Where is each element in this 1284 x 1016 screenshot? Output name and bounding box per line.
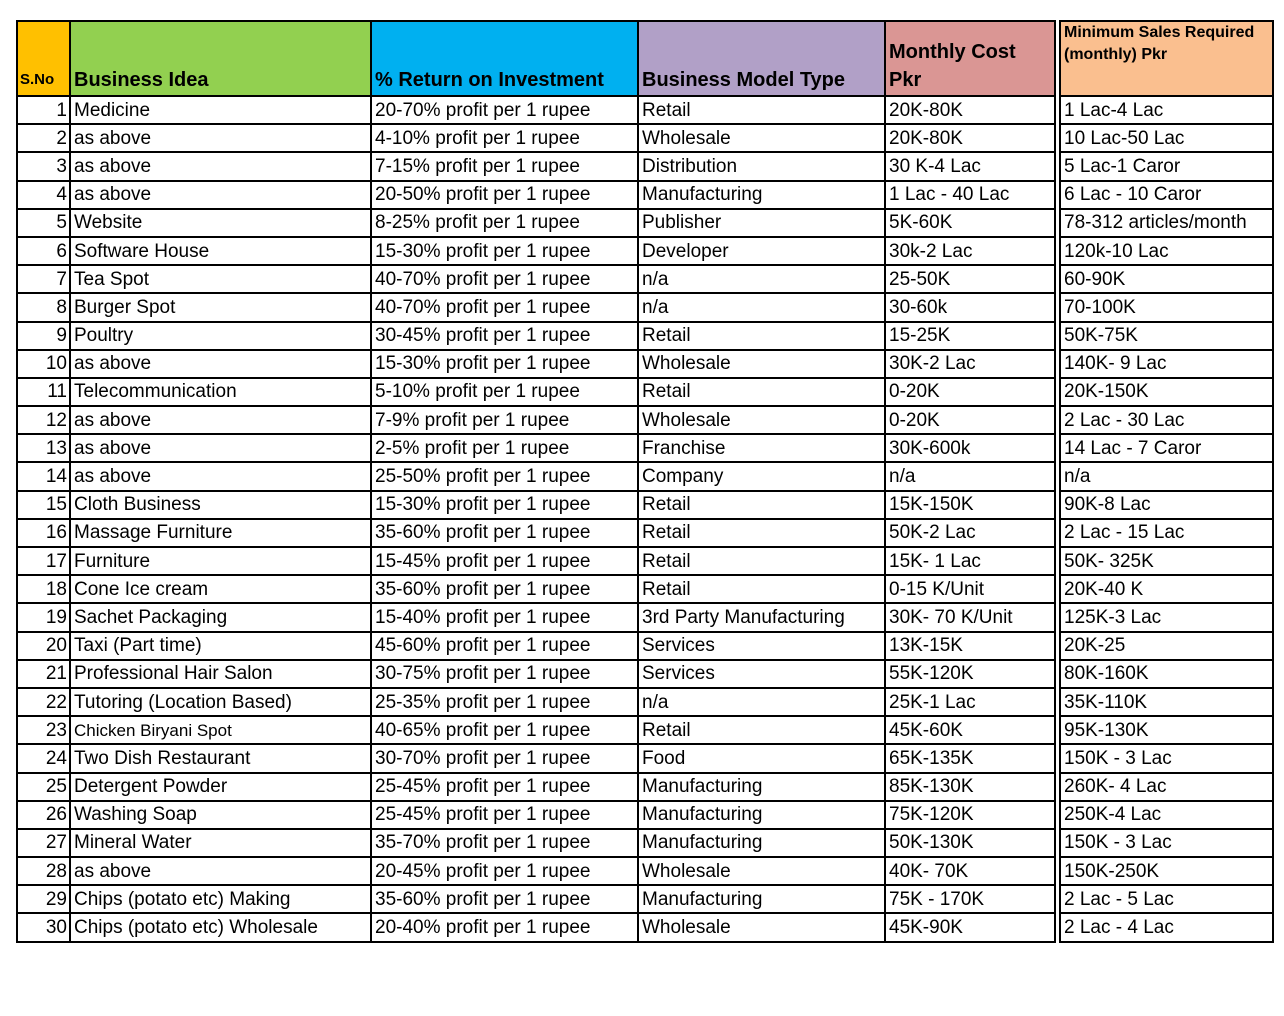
cell-sno[interactable]: 1 bbox=[17, 96, 70, 124]
header-business-model-type[interactable]: Business Model Type bbox=[638, 21, 885, 96]
table-row bbox=[17, 716, 1273, 744]
table-row bbox=[17, 885, 1273, 913]
cell-minimum-sales[interactable]: 10 Lac-50 Lac bbox=[1060, 124, 1273, 152]
cell-return-on-investment[interactable]: 30-75% profit per 1 rupee bbox=[371, 660, 638, 688]
table-row bbox=[17, 96, 1273, 124]
cell-sno[interactable]: 30 bbox=[17, 913, 70, 941]
cell-return-on-investment[interactable]: 40-65% profit per 1 rupee bbox=[371, 716, 638, 744]
cell-business-idea[interactable]: Tutoring (Location Based) bbox=[70, 688, 371, 716]
table-row bbox=[17, 913, 1273, 941]
cell-monthly-cost[interactable]: 20K-80K bbox=[885, 124, 1055, 152]
cell-minimum-sales[interactable]: 70-100K bbox=[1060, 293, 1273, 321]
cell-business-idea[interactable]: as above bbox=[70, 857, 371, 885]
cell-business-model-type[interactable]: n/a bbox=[638, 265, 885, 293]
cell-monthly-cost[interactable]: 15K- 1 Lac bbox=[885, 547, 1055, 575]
table-row bbox=[17, 378, 1273, 406]
cell-minimum-sales[interactable]: 1 Lac-4 Lac bbox=[1060, 96, 1273, 124]
cell-sno[interactable]: 9 bbox=[17, 322, 70, 350]
cell-business-idea[interactable]: as above bbox=[70, 152, 371, 180]
cell-business-idea[interactable]: as above bbox=[70, 462, 371, 490]
table-body bbox=[17, 96, 1273, 942]
cell-monthly-cost[interactable]: 30K-600k bbox=[885, 434, 1055, 462]
cell-minimum-sales[interactable]: 14 Lac - 7 Caror bbox=[1060, 434, 1273, 462]
cell-sno[interactable]: 11 bbox=[17, 378, 70, 406]
table-row bbox=[17, 237, 1273, 265]
cell-monthly-cost[interactable]: 30K- 70 K/Unit bbox=[885, 603, 1055, 631]
table-row bbox=[17, 688, 1273, 716]
cell-sno[interactable]: 29 bbox=[17, 885, 70, 913]
cell-business-model-type[interactable]: Retail bbox=[638, 378, 885, 406]
cell-business-model-type[interactable]: Manufacturing bbox=[638, 801, 885, 829]
cell-sno[interactable]: 25 bbox=[17, 773, 70, 801]
table-row bbox=[17, 773, 1273, 801]
cell-sno[interactable]: 21 bbox=[17, 660, 70, 688]
cell-minimum-sales[interactable]: 2 Lac - 5 Lac bbox=[1060, 885, 1273, 913]
cell-minimum-sales[interactable]: 95K-130K bbox=[1060, 716, 1273, 744]
cell-minimum-sales[interactable]: 120k-10 Lac bbox=[1060, 237, 1273, 265]
cell-minimum-sales[interactable]: 90K-8 Lac bbox=[1060, 491, 1273, 519]
cell-monthly-cost[interactable]: 25-50K bbox=[885, 265, 1055, 293]
cell-sno[interactable]: 10 bbox=[17, 350, 70, 378]
cell-return-on-investment[interactable]: 20-50% profit per 1 rupee bbox=[371, 181, 638, 209]
cell-monthly-cost[interactable]: 0-20K bbox=[885, 378, 1055, 406]
cell-sno[interactable]: 4 bbox=[17, 181, 70, 209]
cell-business-model-type[interactable]: Manufacturing bbox=[638, 181, 885, 209]
cell-return-on-investment[interactable]: 35-70% profit per 1 rupee bbox=[371, 829, 638, 857]
cell-minimum-sales[interactable]: 78-312 articles/month bbox=[1060, 209, 1273, 237]
cell-return-on-investment[interactable]: 4-10% profit per 1 rupee bbox=[371, 124, 638, 152]
cell-return-on-investment[interactable]: 35-60% profit per 1 rupee bbox=[371, 885, 638, 913]
cell-return-on-investment[interactable]: 15-30% profit per 1 rupee bbox=[371, 237, 638, 265]
cell-monthly-cost[interactable]: 75K-120K bbox=[885, 801, 1055, 829]
cell-business-model-type[interactable]: n/a bbox=[638, 293, 885, 321]
table-row bbox=[17, 152, 1273, 180]
cell-monthly-cost[interactable]: 15K-150K bbox=[885, 491, 1055, 519]
cell-business-model-type[interactable]: 3rd Party Manufacturing bbox=[638, 603, 885, 631]
cell-sno[interactable]: 19 bbox=[17, 603, 70, 631]
cell-monthly-cost[interactable]: 5K-60K bbox=[885, 209, 1055, 237]
cell-business-idea[interactable]: as above bbox=[70, 406, 371, 434]
cell-minimum-sales[interactable]: 20K-150K bbox=[1060, 378, 1273, 406]
business-ideas-table bbox=[16, 20, 1274, 943]
cell-business-model-type[interactable]: Distribution bbox=[638, 152, 885, 180]
cell-sno[interactable]: 20 bbox=[17, 632, 70, 660]
cell-return-on-investment[interactable]: 20-40% profit per 1 rupee bbox=[371, 913, 638, 941]
cell-monthly-cost[interactable]: 45K-60K bbox=[885, 716, 1055, 744]
cell-minimum-sales[interactable]: 50K- 325K bbox=[1060, 547, 1273, 575]
cell-sno[interactable]: 2 bbox=[17, 124, 70, 152]
cell-return-on-investment[interactable]: 8-25% profit per 1 rupee bbox=[371, 209, 638, 237]
cell-business-model-type[interactable]: Retail bbox=[638, 491, 885, 519]
cell-business-idea[interactable]: Burger Spot bbox=[70, 293, 371, 321]
cell-business-model-type[interactable]: n/a bbox=[638, 688, 885, 716]
cell-minimum-sales[interactable]: 140K- 9 Lac bbox=[1060, 350, 1273, 378]
cell-sno[interactable]: 5 bbox=[17, 209, 70, 237]
cell-return-on-investment[interactable]: 25-45% profit per 1 rupee bbox=[371, 801, 638, 829]
table-row bbox=[17, 519, 1273, 547]
table-row bbox=[17, 462, 1273, 490]
cell-business-model-type[interactable]: Manufacturing bbox=[638, 829, 885, 857]
cell-business-model-type[interactable]: Wholesale bbox=[638, 350, 885, 378]
cell-business-idea[interactable]: Professional Hair Salon bbox=[70, 660, 371, 688]
cell-business-idea[interactable]: Sachet Packaging bbox=[70, 603, 371, 631]
cell-return-on-investment[interactable]: 15-30% profit per 1 rupee bbox=[371, 350, 638, 378]
cell-sno[interactable]: 15 bbox=[17, 491, 70, 519]
cell-business-model-type[interactable]: Retail bbox=[638, 575, 885, 603]
cell-return-on-investment[interactable]: 15-45% profit per 1 rupee bbox=[371, 547, 638, 575]
cell-monthly-cost[interactable]: 0-15 K/Unit bbox=[885, 575, 1055, 603]
cell-business-model-type[interactable]: Retail bbox=[638, 547, 885, 575]
table-row bbox=[17, 603, 1273, 631]
header-business-idea[interactable]: Business Idea bbox=[70, 21, 371, 96]
header-sno[interactable]: S.No bbox=[17, 21, 70, 96]
cell-sno[interactable]: 24 bbox=[17, 744, 70, 772]
cell-minimum-sales[interactable]: 150K-250K bbox=[1060, 857, 1273, 885]
cell-monthly-cost[interactable]: 13K-15K bbox=[885, 632, 1055, 660]
cell-sno[interactable]: 8 bbox=[17, 293, 70, 321]
cell-business-idea[interactable]: as above bbox=[70, 350, 371, 378]
cell-monthly-cost[interactable]: 50K-2 Lac bbox=[885, 519, 1055, 547]
cell-business-idea[interactable]: Chicken Biryani Spot bbox=[70, 716, 371, 744]
table-row bbox=[17, 491, 1273, 519]
table-row bbox=[17, 801, 1273, 829]
table-row bbox=[17, 744, 1273, 772]
cell-business-model-type[interactable]: Retail bbox=[638, 96, 885, 124]
cell-monthly-cost[interactable]: 50K-130K bbox=[885, 829, 1055, 857]
table-row bbox=[17, 124, 1273, 152]
cell-return-on-investment[interactable]: 7-9% profit per 1 rupee bbox=[371, 406, 638, 434]
cell-business-model-type[interactable]: Manufacturing bbox=[638, 885, 885, 913]
cell-business-model-type[interactable]: Wholesale bbox=[638, 124, 885, 152]
cell-return-on-investment[interactable]: 40-70% profit per 1 rupee bbox=[371, 265, 638, 293]
cell-business-model-type[interactable]: Retail bbox=[638, 322, 885, 350]
cell-sno[interactable]: 27 bbox=[17, 829, 70, 857]
cell-monthly-cost[interactable]: 20K-80K bbox=[885, 96, 1055, 124]
cell-minimum-sales[interactable]: n/a bbox=[1060, 462, 1273, 490]
cell-monthly-cost[interactable]: 55K-120K bbox=[885, 660, 1055, 688]
cell-return-on-investment[interactable]: 35-60% profit per 1 rupee bbox=[371, 519, 638, 547]
cell-return-on-investment[interactable]: 25-50% profit per 1 rupee bbox=[371, 462, 638, 490]
cell-return-on-investment[interactable]: 5-10% profit per 1 rupee bbox=[371, 378, 638, 406]
cell-return-on-investment[interactable]: 15-40% profit per 1 rupee bbox=[371, 603, 638, 631]
cell-business-idea[interactable]: Detergent Powder bbox=[70, 773, 371, 801]
cell-sno[interactable]: 28 bbox=[17, 857, 70, 885]
cell-minimum-sales[interactable]: 125K-3 Lac bbox=[1060, 603, 1273, 631]
cell-minimum-sales[interactable]: 250K-4 Lac bbox=[1060, 801, 1273, 829]
cell-business-model-type[interactable]: Retail bbox=[638, 716, 885, 744]
header-return-on-investment[interactable]: % Return on Investment bbox=[371, 21, 638, 96]
cell-business-idea[interactable]: Cloth Business bbox=[70, 491, 371, 519]
table-row bbox=[17, 547, 1273, 575]
cell-return-on-investment[interactable]: 25-45% profit per 1 rupee bbox=[371, 773, 638, 801]
cell-business-model-type[interactable]: Food bbox=[638, 744, 885, 772]
cell-business-idea[interactable]: Taxi (Part time) bbox=[70, 632, 371, 660]
cell-return-on-investment[interactable]: 30-70% profit per 1 rupee bbox=[371, 744, 638, 772]
cell-return-on-investment[interactable]: 15-30% profit per 1 rupee bbox=[371, 491, 638, 519]
table-row bbox=[17, 181, 1273, 209]
cell-business-idea[interactable]: Medicine bbox=[70, 96, 371, 124]
table-row bbox=[17, 209, 1273, 237]
cell-minimum-sales[interactable]: 60-90K bbox=[1060, 265, 1273, 293]
cell-minimum-sales[interactable]: 50K-75K bbox=[1060, 322, 1273, 350]
table-row bbox=[17, 829, 1273, 857]
cell-sno[interactable]: 16 bbox=[17, 519, 70, 547]
cell-business-model-type[interactable]: Services bbox=[638, 660, 885, 688]
table-row bbox=[17, 434, 1273, 462]
cell-minimum-sales[interactable]: 35K-110K bbox=[1060, 688, 1273, 716]
cell-sno[interactable]: 26 bbox=[17, 801, 70, 829]
table-row bbox=[17, 265, 1273, 293]
cell-business-model-type[interactable]: Wholesale bbox=[638, 406, 885, 434]
table-row bbox=[17, 322, 1273, 350]
cell-monthly-cost[interactable]: 0-20K bbox=[885, 406, 1055, 434]
cell-minimum-sales[interactable]: 2 Lac - 4 Lac bbox=[1060, 913, 1273, 941]
cell-monthly-cost[interactable]: 75K - 170K bbox=[885, 885, 1055, 913]
cell-business-idea[interactable]: Telecommunication bbox=[70, 378, 371, 406]
table-row bbox=[17, 575, 1273, 603]
cell-monthly-cost[interactable]: 30-60k bbox=[885, 293, 1055, 321]
cell-minimum-sales[interactable]: 20K-40 K bbox=[1060, 575, 1273, 603]
cell-business-model-type[interactable]: Manufacturing bbox=[638, 773, 885, 801]
cell-minimum-sales[interactable]: 2 Lac - 15 Lac bbox=[1060, 519, 1273, 547]
cell-return-on-investment[interactable]: 40-70% profit per 1 rupee bbox=[371, 293, 638, 321]
cell-business-model-type[interactable]: Company bbox=[638, 462, 885, 490]
cell-monthly-cost[interactable]: 85K-130K bbox=[885, 773, 1055, 801]
cell-return-on-investment[interactable]: 2-5% profit per 1 rupee bbox=[371, 434, 638, 462]
cell-monthly-cost[interactable]: 1 Lac - 40 Lac bbox=[885, 181, 1055, 209]
cell-return-on-investment[interactable]: 30-45% profit per 1 rupee bbox=[371, 322, 638, 350]
cell-business-model-type[interactable]: Franchise bbox=[638, 434, 885, 462]
cell-minimum-sales[interactable]: 80K-160K bbox=[1060, 660, 1273, 688]
cell-return-on-investment[interactable]: 7-15% profit per 1 rupee bbox=[371, 152, 638, 180]
header-minimum-sales[interactable]: Minimum Sales Required (monthly) Pkr bbox=[1060, 21, 1273, 96]
cell-business-idea[interactable]: Furniture bbox=[70, 547, 371, 575]
cell-sno[interactable]: 13 bbox=[17, 434, 70, 462]
cell-business-model-type[interactable]: Developer bbox=[638, 237, 885, 265]
cell-minimum-sales[interactable]: 20K-25 bbox=[1060, 632, 1273, 660]
cell-business-idea[interactable]: Massage Furniture bbox=[70, 519, 371, 547]
cell-sno[interactable]: 18 bbox=[17, 575, 70, 603]
cell-monthly-cost[interactable]: 65K-135K bbox=[885, 744, 1055, 772]
cell-business-idea[interactable]: Chips (potato etc) Wholesale bbox=[70, 913, 371, 941]
cell-business-idea[interactable]: as above bbox=[70, 124, 371, 152]
cell-return-on-investment[interactable]: 20-45% profit per 1 rupee bbox=[371, 857, 638, 885]
cell-business-idea[interactable]: as above bbox=[70, 434, 371, 462]
cell-monthly-cost[interactable]: 25K-1 Lac bbox=[885, 688, 1055, 716]
cell-sno[interactable]: 22 bbox=[17, 688, 70, 716]
cell-business-idea[interactable]: Chips (potato etc) Making bbox=[70, 885, 371, 913]
table-row bbox=[17, 350, 1273, 378]
cell-sno[interactable]: 17 bbox=[17, 547, 70, 575]
cell-monthly-cost[interactable]: 15-25K bbox=[885, 322, 1055, 350]
cell-monthly-cost[interactable]: 40K- 70K bbox=[885, 857, 1055, 885]
cell-sno[interactable]: 12 bbox=[17, 406, 70, 434]
cell-business-model-type[interactable]: Retail bbox=[638, 519, 885, 547]
cell-minimum-sales[interactable]: 150K - 3 Lac bbox=[1060, 744, 1273, 772]
cell-return-on-investment[interactable]: 45-60% profit per 1 rupee bbox=[371, 632, 638, 660]
cell-minimum-sales[interactable]: 6 Lac - 10 Caror bbox=[1060, 181, 1273, 209]
cell-monthly-cost[interactable]: 30 K-4 Lac bbox=[885, 152, 1055, 180]
cell-sno[interactable]: 23 bbox=[17, 716, 70, 744]
table-row bbox=[17, 660, 1273, 688]
cell-business-idea[interactable]: Cone Ice cream bbox=[70, 575, 371, 603]
cell-minimum-sales[interactable]: 5 Lac-1 Caror bbox=[1060, 152, 1273, 180]
cell-business-idea[interactable]: Mineral Water bbox=[70, 829, 371, 857]
cell-business-model-type[interactable]: Wholesale bbox=[638, 913, 885, 941]
table-row bbox=[17, 406, 1273, 434]
cell-minimum-sales[interactable]: 2 Lac - 30 Lac bbox=[1060, 406, 1273, 434]
cell-monthly-cost[interactable]: 45K-90K bbox=[885, 913, 1055, 941]
cell-business-idea[interactable]: Website bbox=[70, 209, 371, 237]
table-row bbox=[17, 857, 1273, 885]
cell-monthly-cost[interactable]: 30k-2 Lac bbox=[885, 237, 1055, 265]
cell-return-on-investment[interactable]: 25-35% profit per 1 rupee bbox=[371, 688, 638, 716]
cell-business-idea[interactable]: Poultry bbox=[70, 322, 371, 350]
header-row bbox=[17, 21, 1273, 96]
cell-business-model-type[interactable]: Publisher bbox=[638, 209, 885, 237]
cell-sno[interactable]: 14 bbox=[17, 462, 70, 490]
header-monthly-cost[interactable]: Monthly Cost Pkr bbox=[885, 21, 1055, 96]
cell-return-on-investment[interactable]: 35-60% profit per 1 rupee bbox=[371, 575, 638, 603]
cell-business-model-type[interactable]: Wholesale bbox=[638, 857, 885, 885]
table-row bbox=[17, 293, 1273, 321]
cell-minimum-sales[interactable]: 260K- 4 Lac bbox=[1060, 773, 1273, 801]
cell-sno[interactable]: 3 bbox=[17, 152, 70, 180]
cell-business-idea[interactable]: Two Dish Restaurant bbox=[70, 744, 371, 772]
cell-sno[interactable]: 7 bbox=[17, 265, 70, 293]
table-row bbox=[17, 632, 1273, 660]
cell-monthly-cost[interactable]: n/a bbox=[885, 462, 1055, 490]
cell-sno[interactable]: 6 bbox=[17, 237, 70, 265]
cell-minimum-sales[interactable]: 150K - 3 Lac bbox=[1060, 829, 1273, 857]
cell-business-idea[interactable]: as above bbox=[70, 181, 371, 209]
cell-business-idea[interactable]: Tea Spot bbox=[70, 265, 371, 293]
cell-business-idea[interactable]: Washing Soap bbox=[70, 801, 371, 829]
cell-monthly-cost[interactable]: 30K-2 Lac bbox=[885, 350, 1055, 378]
cell-return-on-investment[interactable]: 20-70% profit per 1 rupee bbox=[371, 96, 638, 124]
cell-business-idea[interactable]: Software House bbox=[70, 237, 371, 265]
cell-business-model-type[interactable]: Services bbox=[638, 632, 885, 660]
